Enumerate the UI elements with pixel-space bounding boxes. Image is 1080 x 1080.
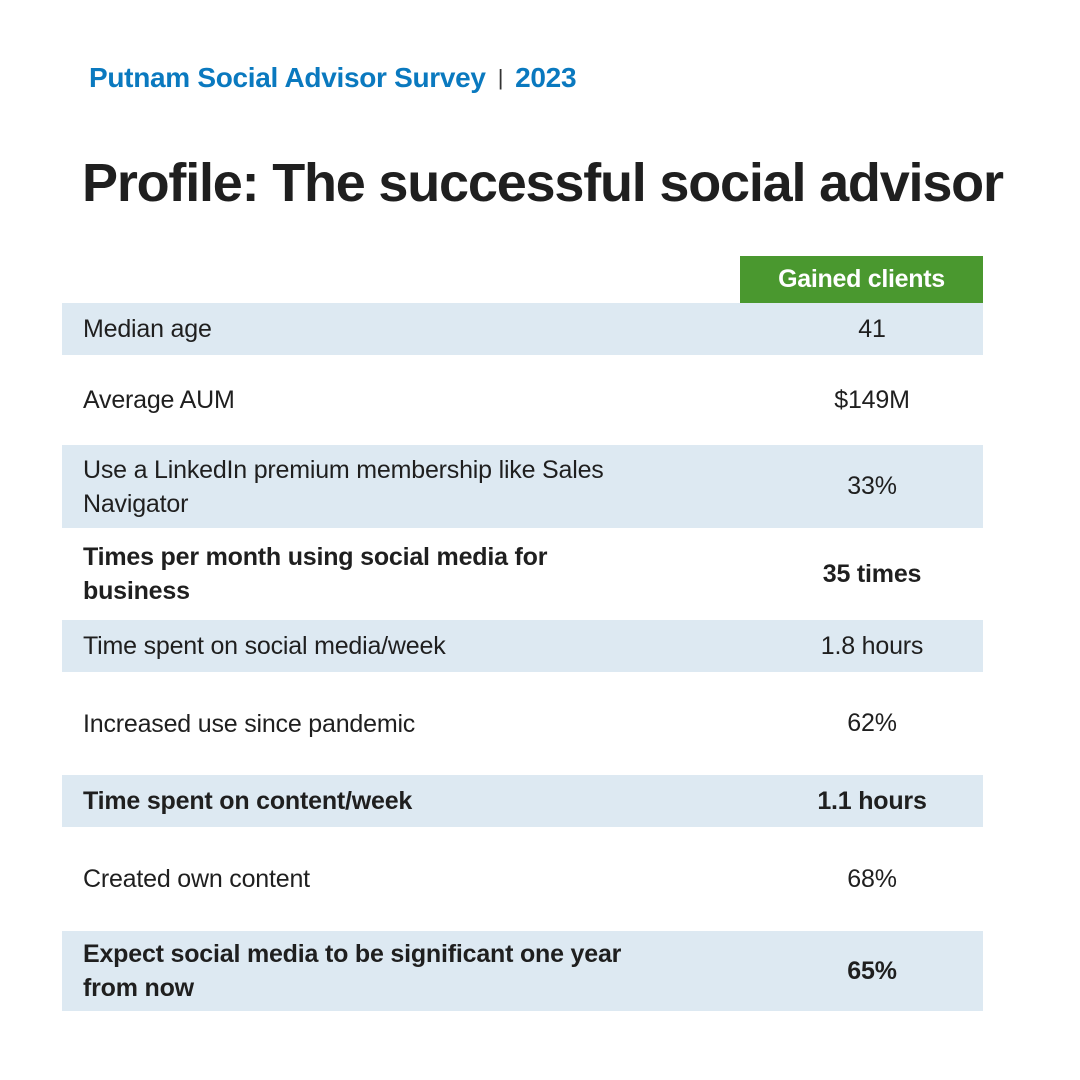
page-title: Profile: The successful social advisor — [82, 153, 1003, 213]
row-label: Time spent on content/week — [83, 787, 413, 815]
row-label: Increased use since pandemic — [83, 709, 416, 738]
row-label: Use a LinkedIn premium membership like Sales Navigator — [83, 455, 604, 518]
header-separator: | — [497, 65, 504, 90]
row-label: Expect social media to be significant one year from now — [83, 940, 622, 1002]
table-row — [62, 672, 983, 775]
survey-header — [89, 58, 576, 98]
survey-year: 2023 — [515, 62, 577, 93]
row-label: Created own content — [83, 865, 310, 893]
row-label: Time spent on social media/week — [83, 632, 446, 660]
row-label: Average AUM — [83, 386, 235, 414]
profile-table — [62, 303, 983, 1011]
row-label: Times per month using social media for business — [83, 543, 548, 605]
survey-name: Putnam Social Advisor Survey — [89, 62, 486, 93]
table-row — [62, 445, 983, 528]
row-value: 1.1 hours — [817, 786, 927, 815]
row-value: 41 — [858, 314, 886, 343]
row-value: 65% — [847, 956, 897, 985]
table-row — [62, 827, 983, 931]
table-row — [62, 528, 983, 620]
column-header-gained-clients: Gained clients — [740, 256, 983, 303]
row-label: Median age — [83, 315, 212, 343]
table-row — [62, 355, 983, 445]
row-value: 68% — [847, 864, 897, 893]
table-row — [62, 303, 983, 355]
row-value: 1.8 hours — [820, 631, 924, 660]
table-row — [62, 775, 983, 827]
row-value: 62% — [847, 709, 897, 737]
row-value: $149M — [834, 385, 910, 414]
table-row — [62, 931, 983, 1011]
table-row — [62, 620, 983, 672]
row-value: 35 times — [822, 559, 922, 588]
row-value: 33% — [847, 472, 897, 500]
